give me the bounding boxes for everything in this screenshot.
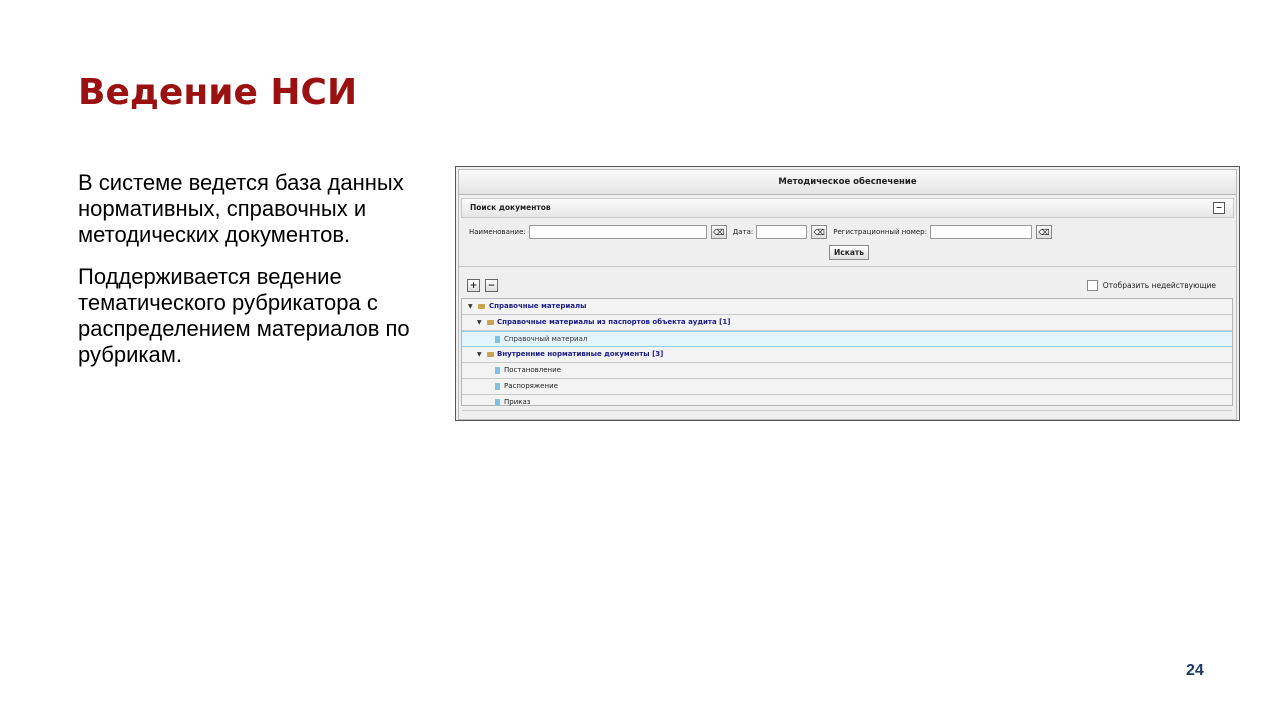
folder-icon [487,352,494,357]
search-panel [461,198,1234,268]
tree-toolbar [461,276,1234,296]
date-label: Дата: [732,228,754,236]
tree-item-label: Распоряжение [504,382,558,390]
rubric-tree [461,298,1233,406]
minus-icon[interactable]: − [485,279,498,292]
show-inactive-toggle[interactable] [1087,280,1216,291]
tree-row[interactable] [462,363,1232,379]
tree-row[interactable] [462,379,1232,395]
tree-item-label: Внутренние нормативные документы [3] [497,350,664,358]
regnum-input[interactable] [930,225,1032,239]
plus-icon[interactable]: + [467,279,480,292]
window-title: Методическое обеспечение [459,170,1236,195]
document-icon [495,367,500,374]
tree-item-label: Справочный материал [504,335,588,343]
find-button[interactable]: Искать [829,245,869,260]
minus-icon[interactable]: − [1213,202,1225,214]
page-number: 24 [1186,662,1204,679]
tree-row-selected[interactable] [462,331,1232,347]
tree-row[interactable] [462,299,1232,315]
folder-icon [487,320,494,325]
document-icon [495,383,500,390]
eraser-icon[interactable]: ⌫ [1036,225,1052,239]
document-icon [495,399,500,406]
app-screenshot [455,166,1240,421]
document-icon [495,336,500,343]
eraser-icon[interactable]: ⌫ [711,225,727,239]
name-label: Наименование: [469,228,526,236]
tree-item-label: Справочные материалы [489,302,587,310]
expand-arrow-icon[interactable]: ▼ [477,351,482,358]
search-panel-title: Поиск документов [470,203,551,212]
slide-body [78,170,418,384]
tree-row[interactable] [462,395,1232,411]
tree-row[interactable] [462,347,1232,363]
app-window [458,169,1237,420]
paragraph-rubricator: Поддерживается ведение тематического рубрикатора с распределением материалов по рубрикам. [78,264,410,367]
divider [459,266,1236,267]
folder-icon [478,304,485,309]
eraser-icon[interactable]: ⌫ [811,225,827,239]
expand-arrow-icon[interactable]: ▼ [468,303,473,310]
tree-row[interactable] [462,315,1232,331]
paragraph-database: В системе ведется база данных нормативных, справочных и методических документов. [78,170,404,247]
tree-item-label: Справочные материалы из паспортов объекта аудита [1] [497,318,731,326]
tree-item-label: Приказ [504,398,531,406]
regnum-label: Регистрационный номер: [833,228,927,236]
slide-title: Ведение НСИ [78,72,358,113]
show-inactive-label: Отобразить недействующие [1102,281,1216,290]
search-form [469,223,1058,241]
date-input[interactable] [756,225,807,239]
show-inactive-checkbox[interactable] [1087,280,1098,291]
search-panel-header[interactable] [461,198,1234,218]
tree-item-label: Постановление [504,366,561,374]
name-input[interactable] [529,225,707,239]
expand-arrow-icon[interactable]: ▼ [477,319,482,326]
